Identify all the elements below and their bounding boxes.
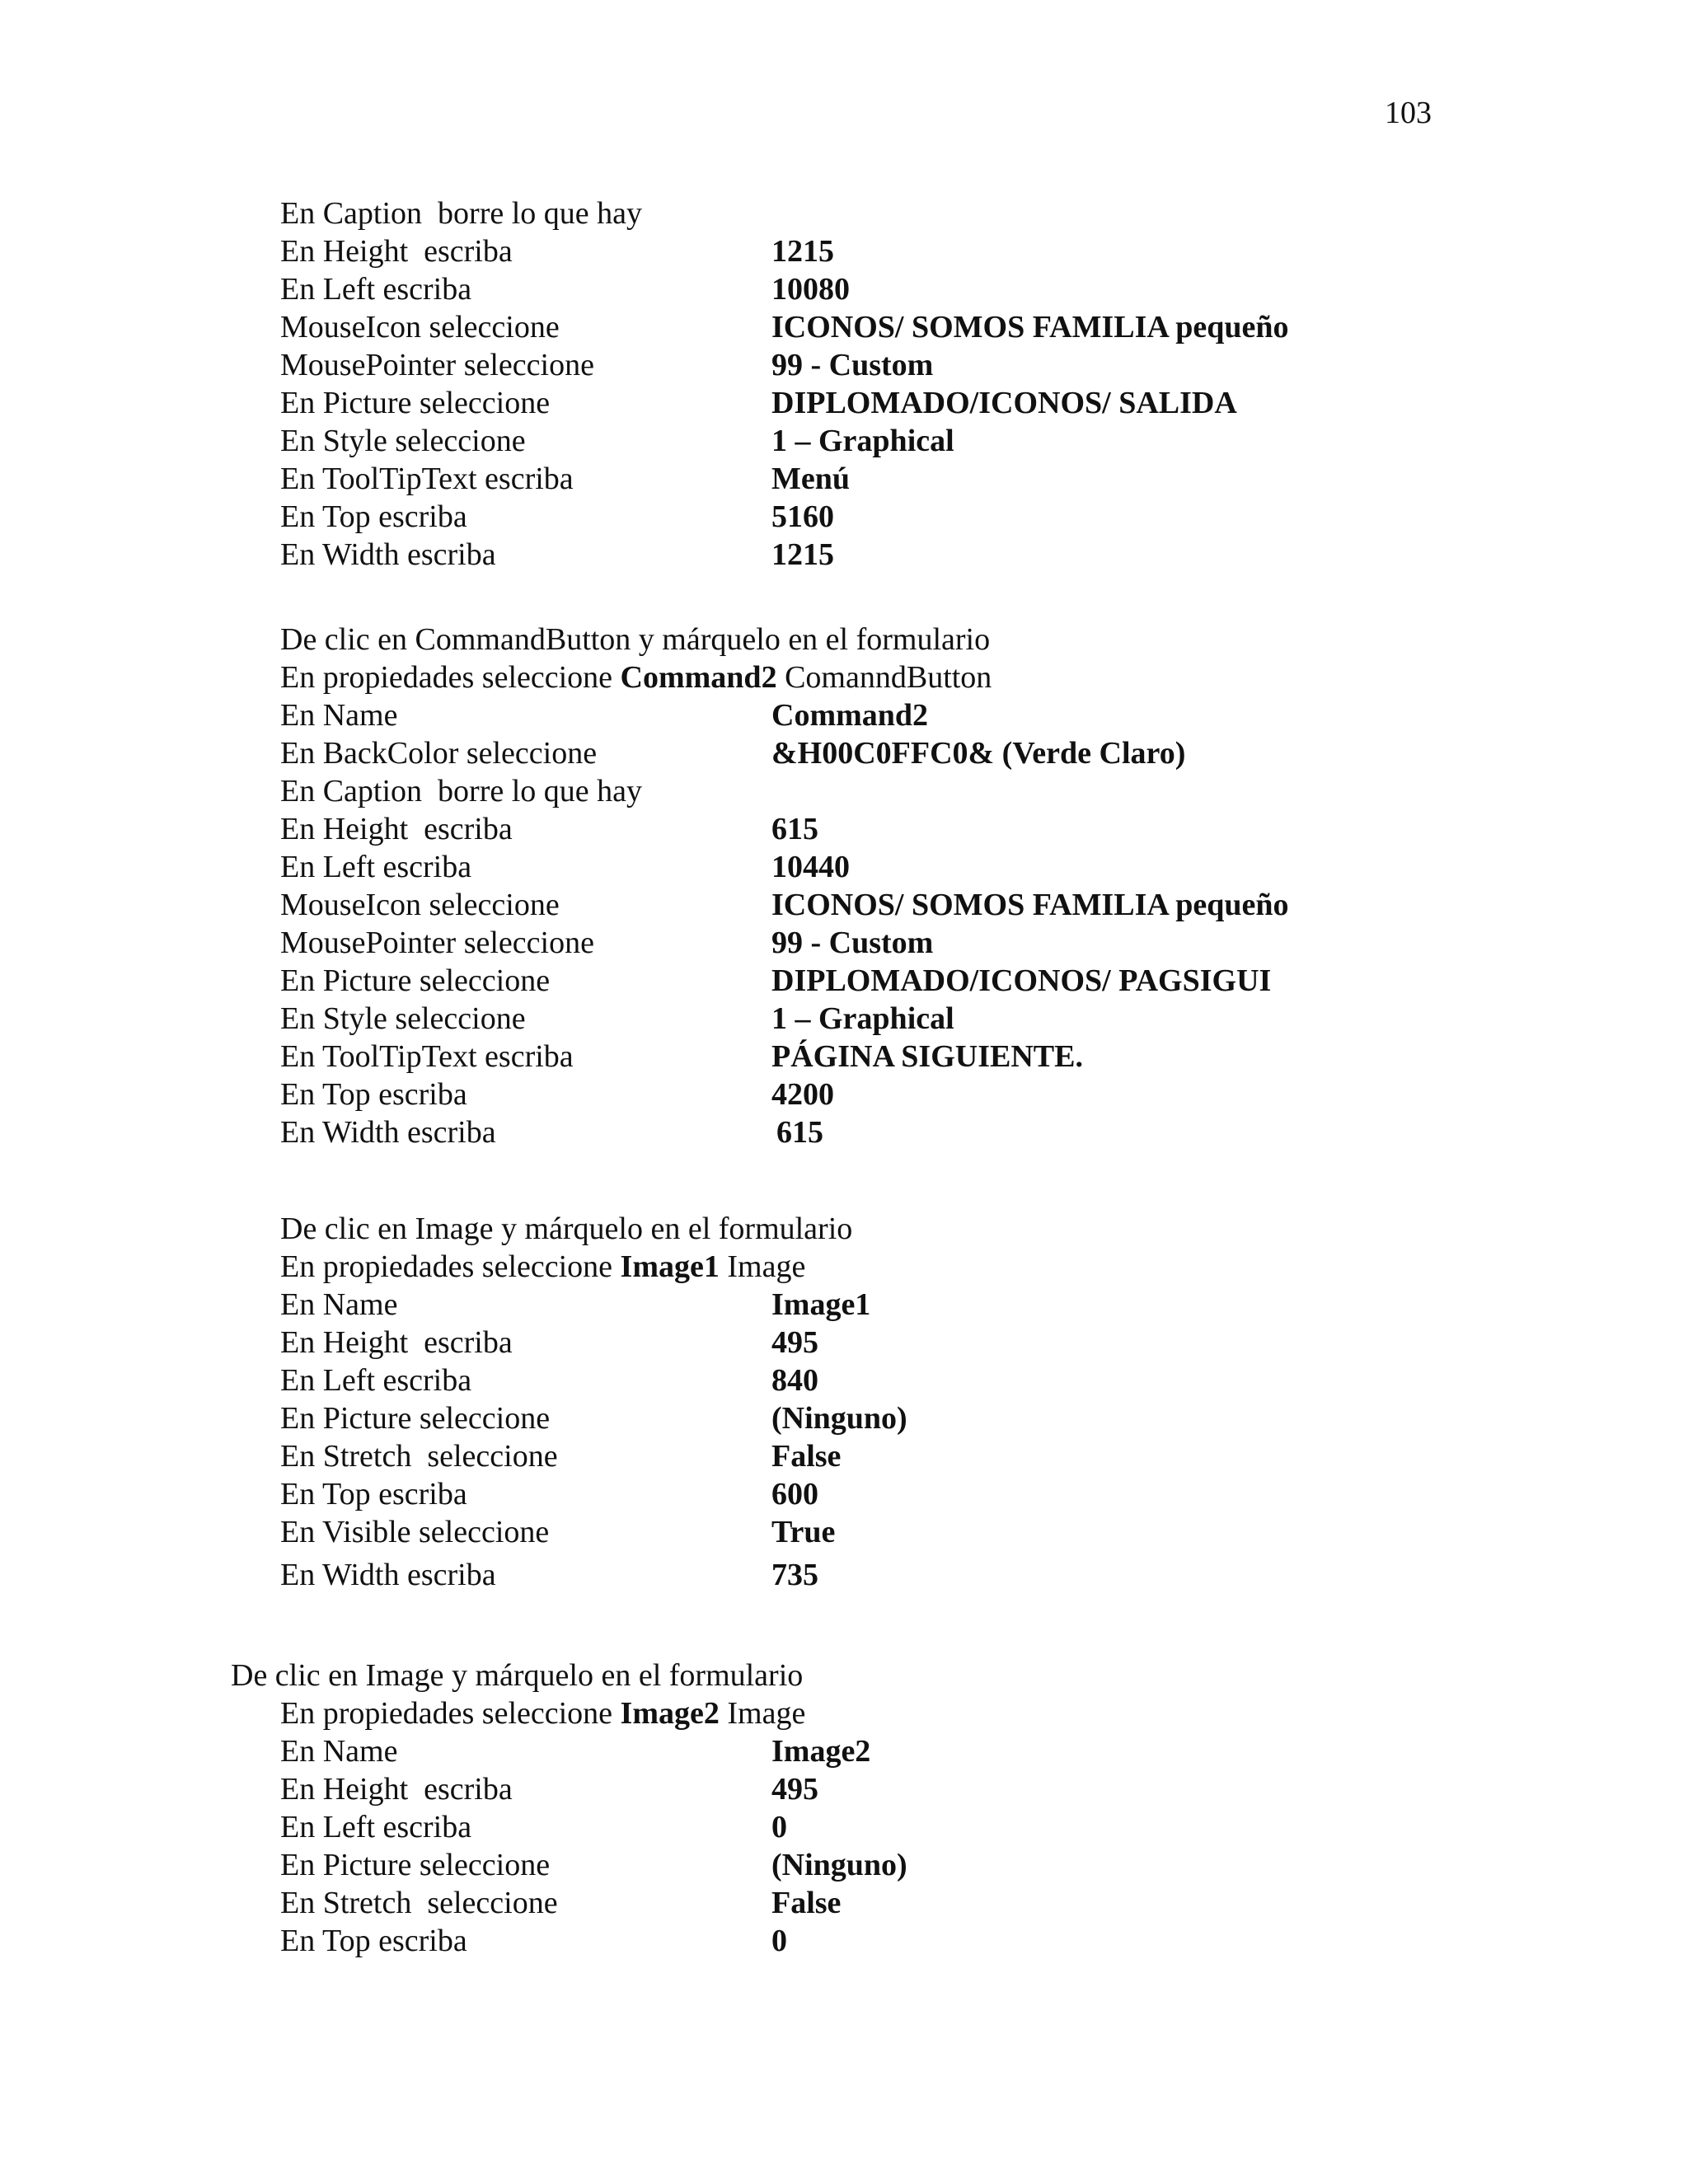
property-row <box>280 1732 1434 1770</box>
property-value: DIPLOMADO/ICONOS/ PAGSIGUI <box>771 963 1272 998</box>
property-row <box>280 194 1434 232</box>
property-label: En Name <box>280 698 398 733</box>
property-row <box>280 1437 1434 1475</box>
section-image1 <box>280 1210 1434 1599</box>
page-number: 103 <box>1385 96 1432 130</box>
section-image2 <box>231 1657 1434 1960</box>
property-row <box>280 810 1434 848</box>
property-label: En Picture seleccione <box>280 1401 551 1436</box>
property-label: En ToolTipText escriba <box>280 462 574 496</box>
property-row <box>280 1922 1434 1960</box>
property-value: 615 <box>776 1115 823 1150</box>
section-properties-line: En propiedades seleccione Image2 Image <box>280 1696 806 1731</box>
property-value: ICONOS/ SOMOS FAMILIA pequeño <box>771 310 1289 344</box>
section-button-properties <box>280 194 1434 574</box>
property-label: En Stretch seleccione <box>280 1886 558 1920</box>
section-properties-line: En propiedades seleccione Image1 Image <box>280 1249 806 1284</box>
property-label: En Picture seleccione <box>280 1848 551 1882</box>
property-row <box>280 772 1434 810</box>
property-value: Image2 <box>771 1734 871 1769</box>
property-row <box>280 232 1434 270</box>
property-value: 1215 <box>771 537 834 572</box>
property-row <box>280 536 1434 574</box>
property-label: En Visible seleccione <box>280 1515 550 1549</box>
property-value: 495 <box>771 1325 818 1360</box>
property-value: 735 <box>771 1558 818 1592</box>
property-value: False <box>771 1886 842 1920</box>
property-value: 10080 <box>771 272 850 307</box>
property-label: En ToolTipText escriba <box>280 1039 574 1074</box>
property-row <box>280 346 1434 384</box>
property-row <box>280 1076 1434 1113</box>
property-label: MousePointer seleccione <box>280 348 594 382</box>
property-row <box>280 1770 1434 1808</box>
property-value: 5160 <box>771 499 834 534</box>
property-row <box>280 1286 1434 1324</box>
property-label: En Width escriba <box>280 1558 496 1592</box>
property-row <box>280 962 1434 1000</box>
property-row <box>280 924 1434 962</box>
property-value: 0 <box>771 1924 787 1958</box>
property-label: MouseIcon seleccione <box>280 310 560 344</box>
property-label: En Left escriba <box>280 1363 472 1398</box>
property-row <box>280 1113 1434 1151</box>
property-value: (Ninguno) <box>771 1848 907 1882</box>
property-value: 1 – Graphical <box>771 1001 954 1036</box>
property-row <box>280 1324 1434 1361</box>
property-value: 99 - Custom <box>771 348 934 382</box>
property-row <box>280 696 1434 734</box>
section-intro: De clic en Image y márquelo en el formulario <box>231 1658 804 1693</box>
property-label: En Left escriba <box>280 1810 472 1844</box>
property-row <box>280 1000 1434 1038</box>
property-row <box>280 734 1434 772</box>
property-label: En Caption borre lo que hay <box>280 196 643 231</box>
property-value: 600 <box>771 1477 818 1511</box>
property-row <box>280 1513 1434 1551</box>
property-value: 99 - Custom <box>771 926 934 960</box>
object-name: Image2 <box>620 1696 720 1731</box>
property-value: DIPLOMADO/ICONOS/ SALIDA <box>771 386 1237 420</box>
property-value: 0 <box>771 1810 787 1844</box>
property-label: En Name <box>280 1287 398 1322</box>
object-name: Image1 <box>620 1249 720 1284</box>
property-row <box>280 384 1434 422</box>
property-label: En Height escriba <box>280 812 513 846</box>
property-value: ICONOS/ SOMOS FAMILIA pequeño <box>771 888 1289 922</box>
property-value: Image1 <box>771 1287 871 1322</box>
property-label: En Picture seleccione <box>280 386 551 420</box>
property-row <box>280 460 1434 498</box>
property-row <box>280 1038 1434 1076</box>
property-value: False <box>771 1439 842 1474</box>
section-properties-line: En propiedades seleccione Command2 ComanndButton <box>280 660 992 695</box>
property-value: 495 <box>771 1772 818 1807</box>
property-label: En Name <box>280 1734 398 1769</box>
property-value: Command2 <box>771 698 929 733</box>
section-command2 <box>280 621 1434 1151</box>
property-label: En Height escriba <box>280 234 513 269</box>
property-value: 4200 <box>771 1077 834 1112</box>
section-intro: De clic en Image y márquelo en el formulario <box>280 1212 853 1246</box>
property-value: 1215 <box>771 234 834 269</box>
property-row <box>280 422 1434 460</box>
property-label: En Width escriba <box>280 1115 496 1150</box>
property-row <box>280 1808 1434 1846</box>
property-row <box>280 1475 1434 1513</box>
property-row <box>280 1884 1434 1922</box>
property-value: &H00C0FFC0& (Verde Claro) <box>771 736 1186 771</box>
property-label: En BackColor seleccione <box>280 736 598 771</box>
property-row <box>280 1361 1434 1399</box>
property-value: PÁGINA SIGUIENTE. <box>771 1039 1083 1074</box>
property-label: En Height escriba <box>280 1325 513 1360</box>
property-label: MouseIcon seleccione <box>280 888 560 922</box>
property-row <box>280 270 1434 308</box>
property-value: True <box>771 1515 836 1549</box>
property-value: 10440 <box>771 850 850 884</box>
property-label: En Top escriba <box>280 1477 467 1511</box>
property-label: En Top escriba <box>280 1077 467 1112</box>
property-row <box>280 498 1434 536</box>
property-row <box>280 1399 1434 1437</box>
property-label: En Top escriba <box>280 1924 467 1958</box>
property-row <box>280 1846 1434 1884</box>
property-label: En Height escriba <box>280 1772 513 1807</box>
property-label: En Width escriba <box>280 537 496 572</box>
property-label: En Stretch seleccione <box>280 1439 558 1474</box>
property-row <box>280 848 1434 886</box>
property-label: En Left escriba <box>280 272 472 307</box>
property-label: En Top escriba <box>280 499 467 534</box>
property-label: En Picture seleccione <box>280 963 551 998</box>
property-row <box>280 1551 1434 1599</box>
property-value: 1 – Graphical <box>771 424 954 458</box>
section-intro: De clic en CommandButton y márquelo en el formulario <box>280 622 991 657</box>
property-label: En Style seleccione <box>280 424 526 458</box>
property-value: 840 <box>771 1363 818 1398</box>
property-label: En Style seleccione <box>280 1001 526 1036</box>
property-label: En Left escriba <box>280 850 472 884</box>
object-name: Command2 <box>620 660 777 695</box>
property-row <box>280 886 1434 924</box>
property-row <box>280 308 1434 346</box>
property-value: 615 <box>771 812 818 846</box>
property-value: (Ninguno) <box>771 1401 907 1436</box>
property-value: Menú <box>771 462 850 496</box>
property-label: En Caption borre lo que hay <box>280 774 643 808</box>
property-label: MousePointer seleccione <box>280 926 594 960</box>
